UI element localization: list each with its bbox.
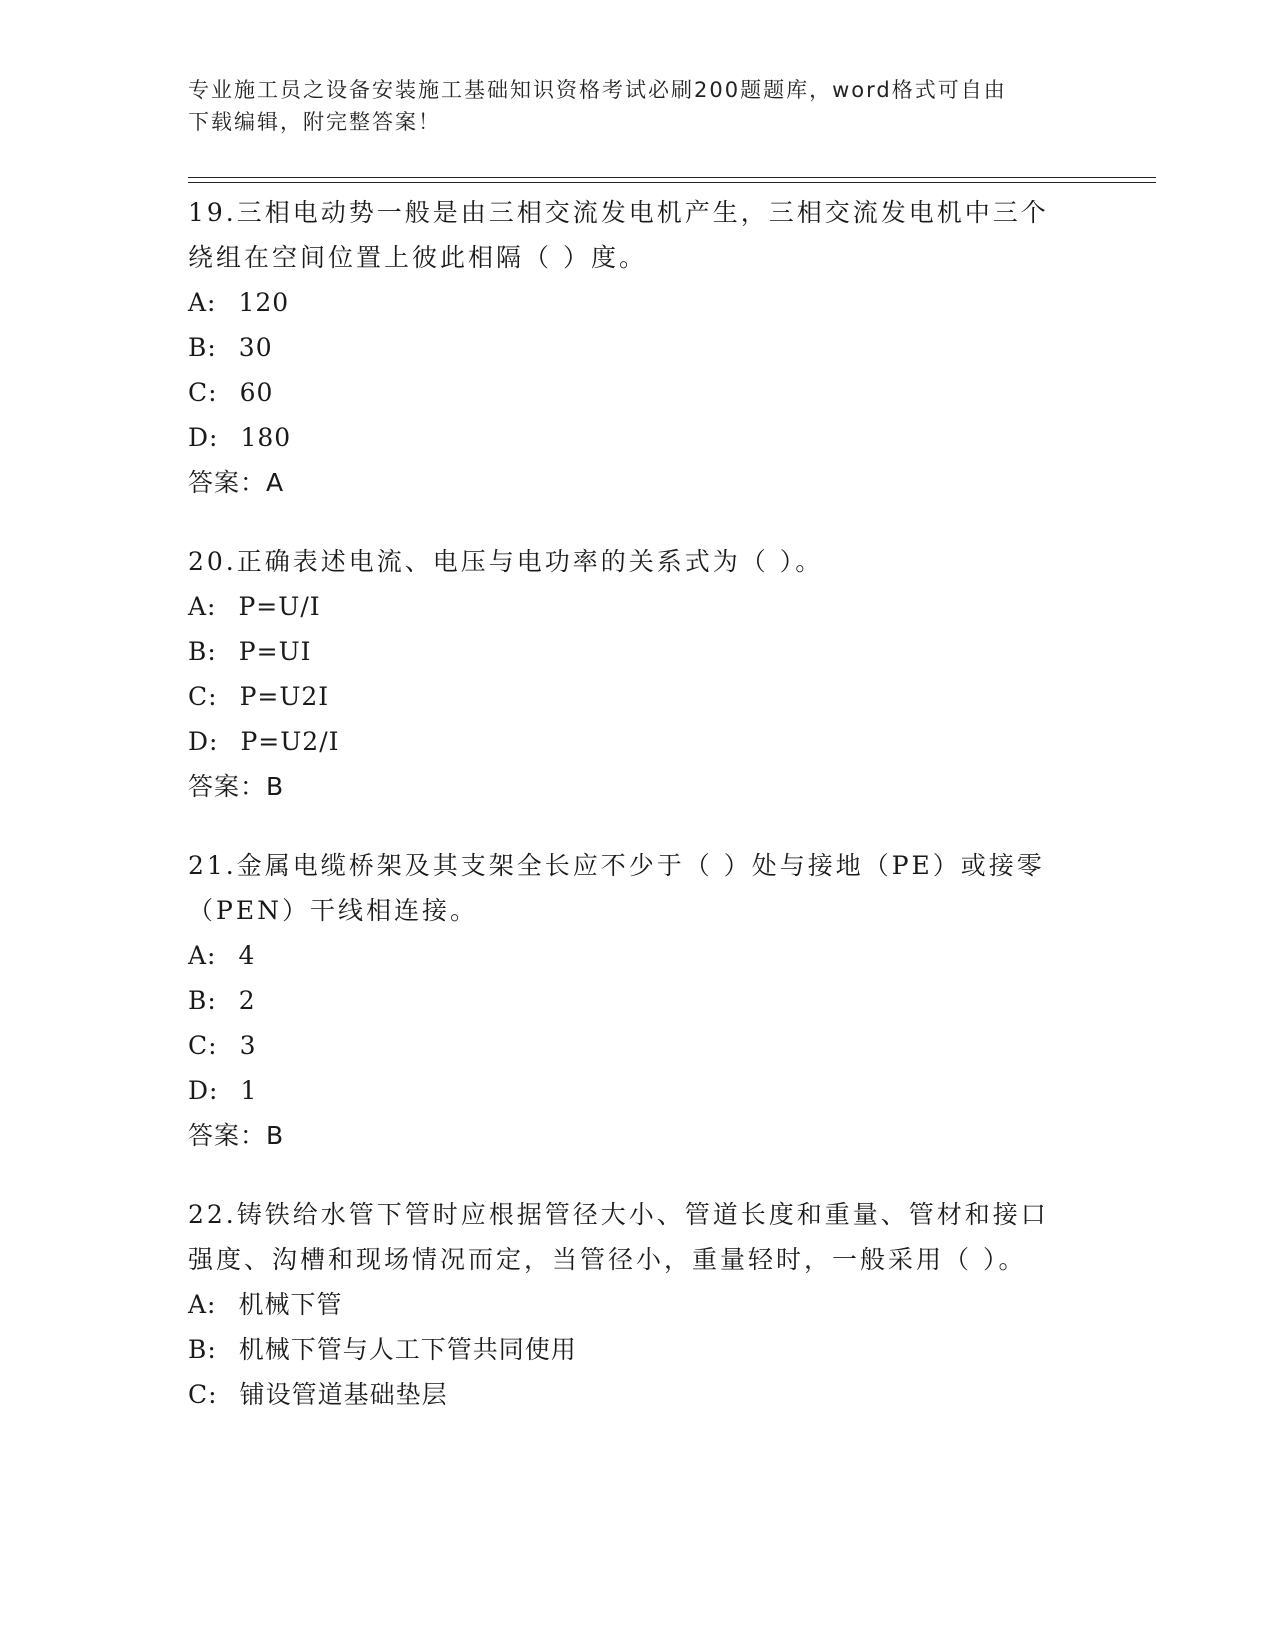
option-a xyxy=(188,584,1088,629)
option-letter: C: xyxy=(188,1031,218,1060)
option-text: 1 xyxy=(240,1076,258,1105)
option-letter: B: xyxy=(188,986,217,1015)
answer-value: B xyxy=(266,1121,285,1150)
document-header xyxy=(188,74,1078,138)
option-letter: A: xyxy=(188,288,217,317)
option-letter: A: xyxy=(188,941,217,970)
option-letter: C: xyxy=(188,1380,218,1409)
header-divider-bottom xyxy=(188,182,1156,183)
option-a xyxy=(188,933,1088,978)
option-text: P=U2/I xyxy=(240,727,340,756)
option-text: 机械下管 xyxy=(238,1290,343,1319)
option-letter: B: xyxy=(188,637,217,666)
header-divider-top xyxy=(188,177,1156,178)
option-c xyxy=(188,1023,1088,1068)
option-b xyxy=(188,325,1088,370)
option-b xyxy=(188,1327,1088,1372)
option-text: P=U2I xyxy=(239,682,330,711)
option-text: 180 xyxy=(240,423,292,452)
answer-line xyxy=(188,1113,1088,1158)
answer-line xyxy=(188,764,1088,809)
option-text: 3 xyxy=(239,1031,257,1060)
question-stem-line: 强度、沟槽和现场情况而定，当管径小，重量轻时，一般采用（ ）。 xyxy=(188,1245,1027,1274)
option-c xyxy=(188,674,1088,719)
question-22 xyxy=(188,1192,1088,1417)
option-text: 铺设管道基础垫层 xyxy=(239,1380,448,1409)
option-text: 30 xyxy=(238,333,273,362)
question-19 xyxy=(188,190,1088,505)
question-stem-line: 19.三相电动势一般是由三相交流发电机产生，三相交流发电机中三个 xyxy=(188,198,1049,227)
option-a xyxy=(188,280,1088,325)
answer-label: 答案： xyxy=(188,772,267,801)
question-21 xyxy=(188,843,1088,1158)
option-letter: D: xyxy=(188,727,219,756)
option-text: 120 xyxy=(238,288,290,317)
option-text: 机械下管与人工下管共同使用 xyxy=(238,1335,577,1364)
option-letter: D: xyxy=(188,423,219,452)
question-stem-line: 22.铸铁给水管下管时应根据管径大小、管道长度和重量、管材和接口 xyxy=(188,1200,1049,1229)
option-letter: C: xyxy=(188,378,218,407)
header-line-1: 专业施工员之设备安装施工基础知识资格考试必刷200题题库，word格式可自由 xyxy=(188,78,1007,102)
option-c xyxy=(188,1372,1088,1417)
option-c xyxy=(188,370,1088,415)
option-letter: D: xyxy=(188,1076,219,1105)
answer-label: 答案： xyxy=(188,468,267,497)
option-a xyxy=(188,1282,1088,1327)
question-stem-line: 绕组在空间位置上彼此相隔（ ）度。 xyxy=(188,243,647,272)
option-letter: C: xyxy=(188,682,218,711)
header-line-2: 下载编辑，附完整答案！ xyxy=(188,110,441,134)
answer-line xyxy=(188,460,1088,505)
option-d xyxy=(188,415,1088,460)
option-letter: A: xyxy=(188,592,217,621)
option-text: 60 xyxy=(239,378,274,407)
option-d xyxy=(188,719,1088,764)
option-text: P=UI xyxy=(238,637,312,666)
question-20 xyxy=(188,539,1088,809)
option-text: 2 xyxy=(238,986,256,1015)
answer-label: 答案： xyxy=(188,1121,267,1150)
option-text: 4 xyxy=(238,941,256,970)
answer-value: B xyxy=(266,772,285,801)
option-d xyxy=(188,1068,1088,1113)
option-letter: A: xyxy=(188,1290,217,1319)
question-stem-line: 20.正确表述电流、电压与电功率的关系式为（ ）。 xyxy=(188,547,824,576)
option-b xyxy=(188,629,1088,674)
question-stem-line: （PEN）干线相连接。 xyxy=(188,896,478,925)
option-letter: B: xyxy=(188,1335,217,1364)
question-stem-line: 21.金属电缆桥架及其支架全长应不少于（ ）处与接地（PE）或接零 xyxy=(188,851,1045,880)
question-list xyxy=(188,190,1088,1451)
option-b xyxy=(188,978,1088,1023)
option-text: P=U/I xyxy=(238,592,321,621)
option-letter: B: xyxy=(188,333,217,362)
answer-value: A xyxy=(266,468,285,497)
